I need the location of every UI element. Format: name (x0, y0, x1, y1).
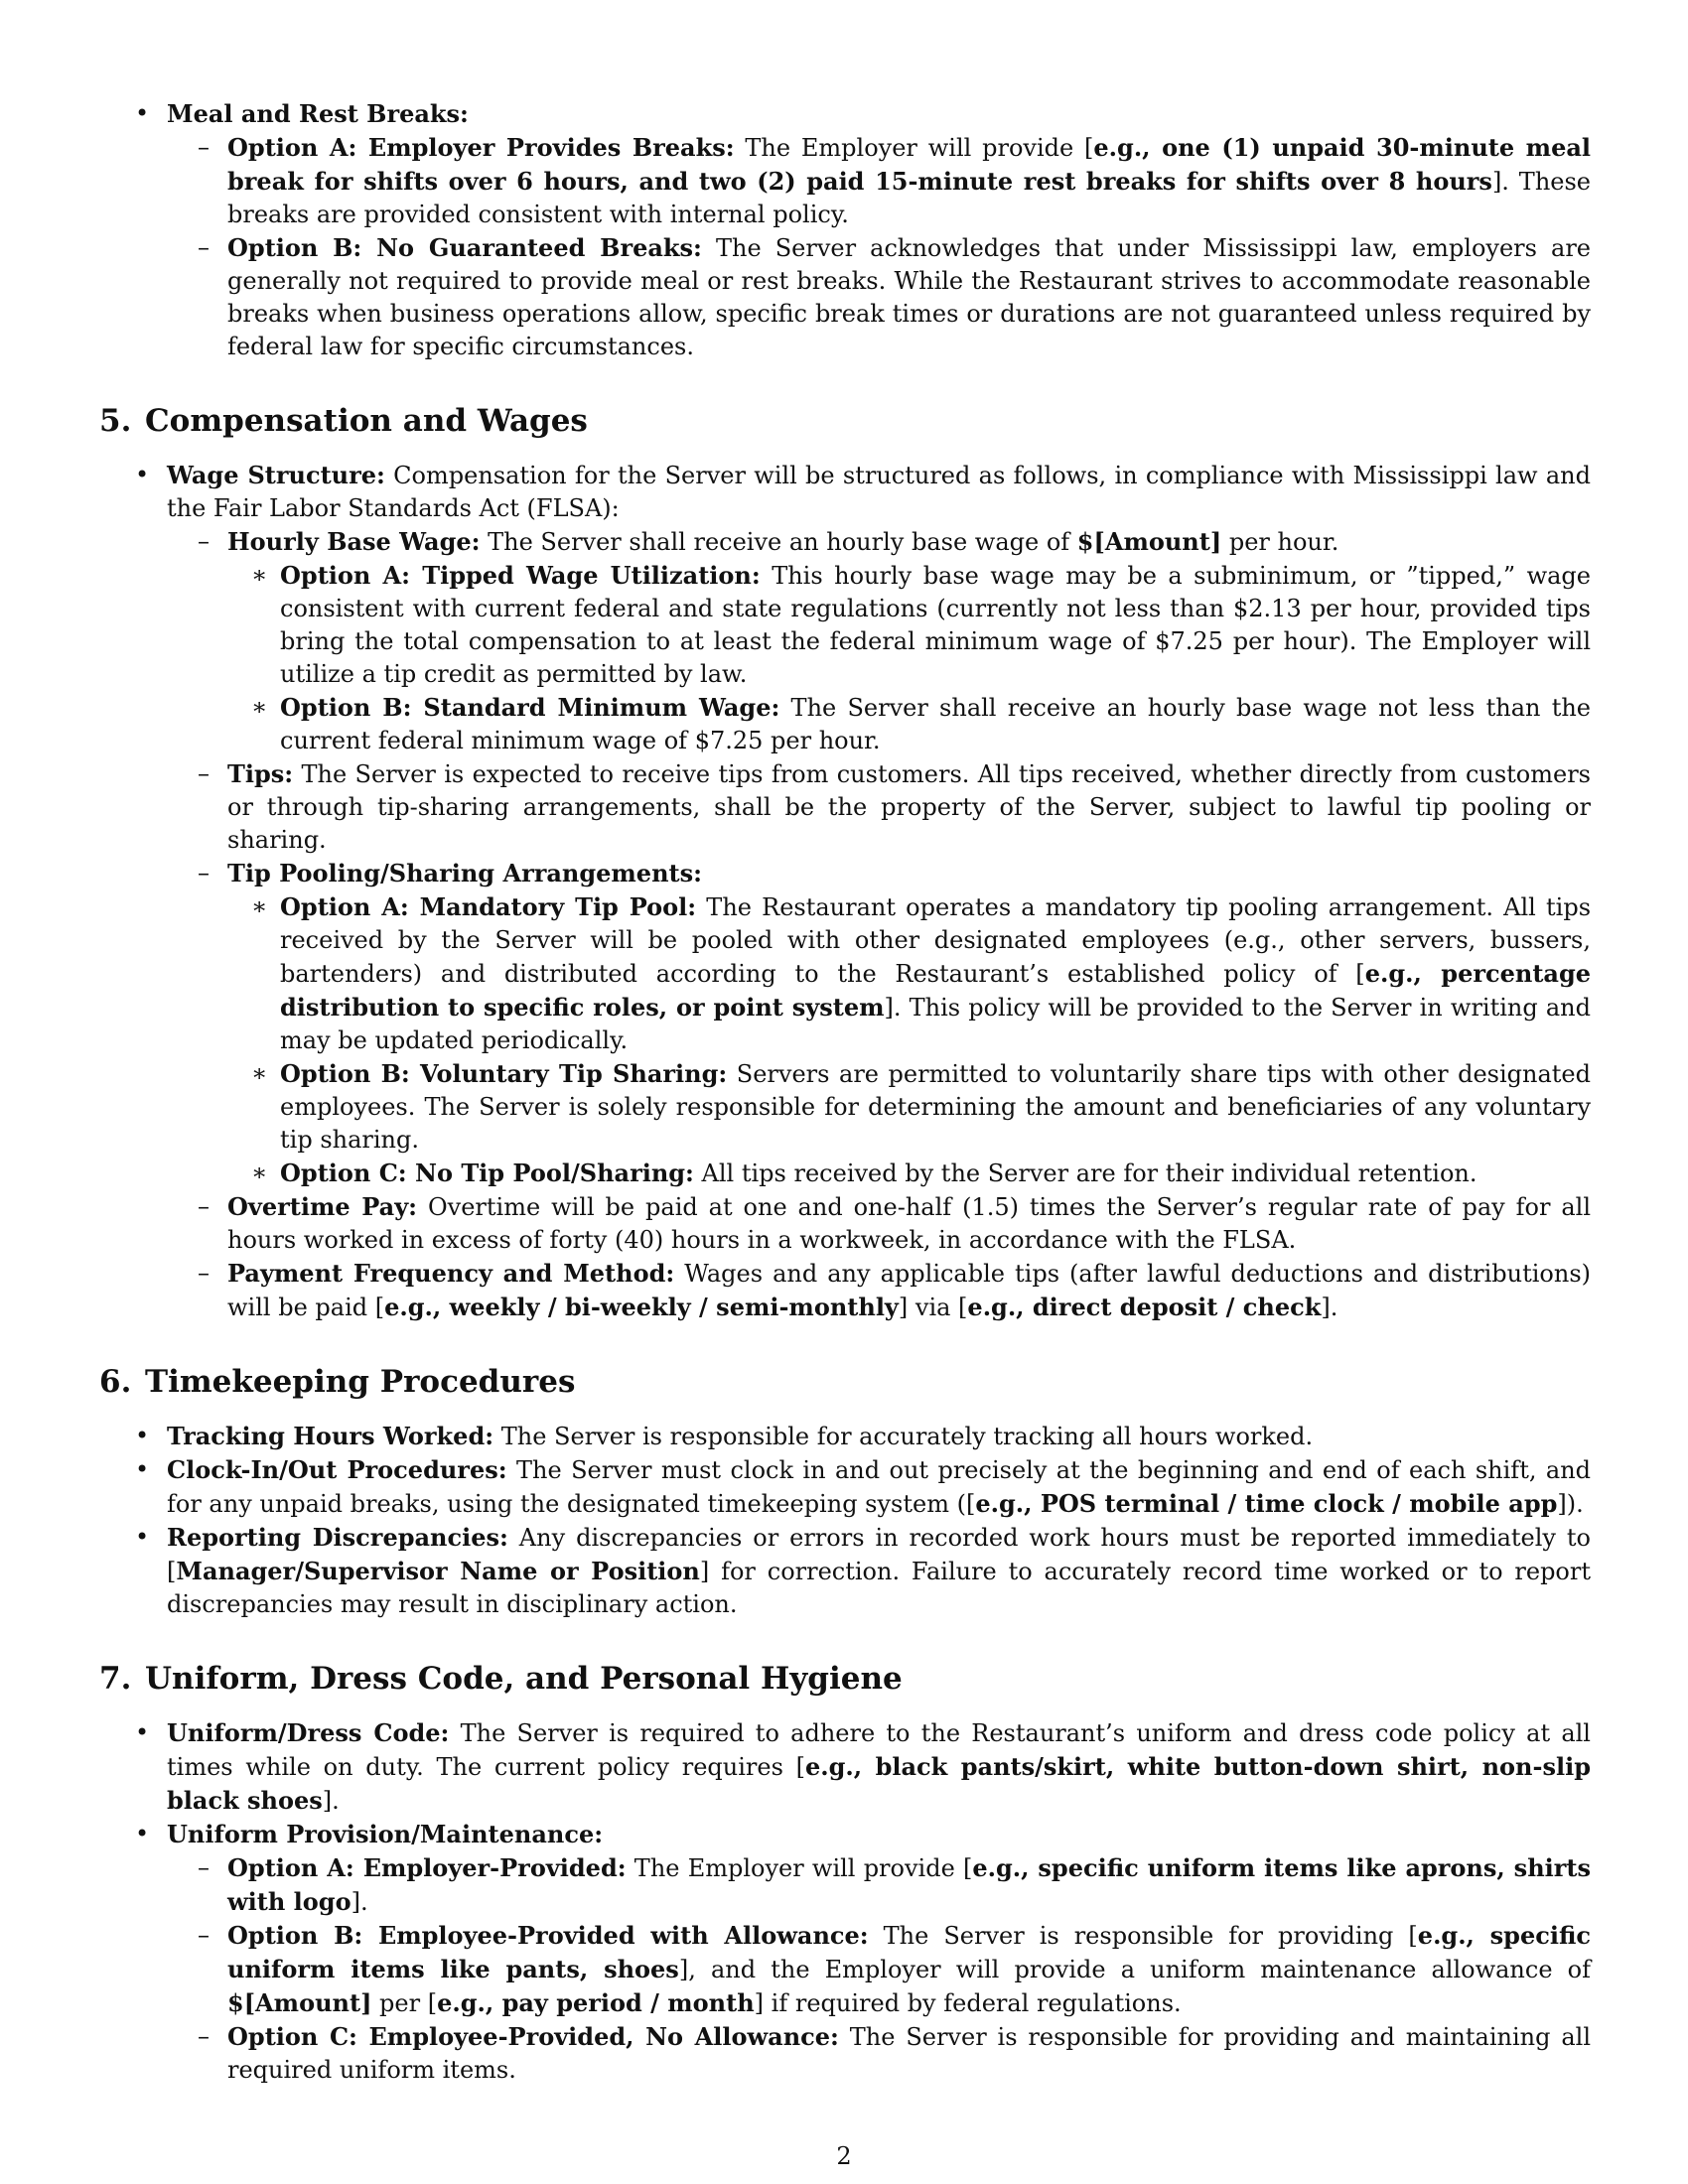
bullet: • (135, 99, 150, 127)
breaks-option-b: – Option B: No Guaranteed Breaks: The Server acknowledges that under Mississippi law, employers are generally not required to provide meal or rest breaks. While the Restaurant strives to accommodate reasonable breaks when business operations allow, specific break times or durations are not guaranteed unless required by federal law for specific circumstances. (198, 233, 1591, 360)
bullet: • (135, 1422, 150, 1449)
star: ∗ (251, 892, 268, 920)
hourly-wage-item: – Hourly Base Wage: The Server shall receive an hourly base wage of $[Amount] per hour. (198, 527, 1339, 556)
tracking-item: • Tracking Hours Worked: The Server is responsible for accurately tracking all hours worked. (135, 1422, 1314, 1450)
dash: – (198, 1192, 210, 1220)
bullet: • (135, 1718, 150, 1746)
dash: – (198, 133, 210, 161)
uniform-option-a: – Option A: Employer-Provided: The Employer will provide [e.g., specific uniform items like aprons, shirts with logo]. (198, 1853, 1592, 1916)
reporting-item: • Reporting Discrepancies: Any discrepancies or errors in recorded work hours must be reported immediately to [Manager/Supervisor Name or Position] for correction. Failure to accurately record time worked or to report discrepancies may result in disciplinary action. (135, 1523, 1591, 1618)
page-number: 2 (836, 2142, 852, 2170)
section-heading-6: 6. Timekeeping Procedures (99, 1364, 576, 1400)
tip-pooling-item: – Tip Pooling/Sharing Arrangements: (198, 859, 702, 887)
pool-option-a: ∗ Option A: Mandatory Tip Pool: The Restaurant operates a mandatory tip pooling arrangement. All tips received by the Server will be pooled with other designated employees (e.g., other servers, bussers, bartenders) and distributed according to the Restaurant’s established policy of [e.g., percentage distribution to specific roles, or point system]. This policy will be provided to the Server in writing and may be updated periodically. (251, 892, 1592, 1054)
dash: – (198, 2022, 210, 2050)
section-heading-7: 7. Uniform, Dress Code, and Personal Hygiene (99, 1661, 903, 1697)
star: ∗ (251, 1159, 268, 1186)
dash: – (198, 759, 210, 787)
star: ∗ (251, 693, 268, 721)
breaks-option-a: – Option A: Employer Provides Breaks: The Employer will provide [e.g., one (1) unpaid 30-minute meal break for shifts over 6 hours, and two (2) paid 15-minute rest breaks for shifts over 8 hours]. These breaks are provided consistent with internal policy. (198, 133, 1592, 228)
dash: – (198, 1259, 210, 1287)
tips-item: – Tips: The Server is expected to receive tips from customers. All tips received, whether directly from customers or through tip-sharing arrangements, shall be the property of the Server, subject to lawful tip pooling or sharing. (198, 759, 1591, 854)
wage-structure-item: • Wage Structure: Compensation for the Server will be structured as follows, in compliance with Mississippi law and the Fair Labor Standards Act (FLSA): (135, 461, 1591, 522)
dash: – (198, 527, 210, 555)
pool-option-b: ∗ Option B: Voluntary Tip Sharing: Servers are permitted to voluntarily share tips with other designated employees. The Server is solely responsible for determining the amount and beneficiaries of any voluntary tip sharing. (251, 1059, 1591, 1154)
section-heading-5: 5. Compensation and Wages (99, 403, 588, 439)
hourly-option-a: ∗ Option A: Tipped Wage Utilization: This hourly base wage may be a subminimum, or ”tipped,” wage consistent with current federal and state regulations (currently not less than $2.13 per hour, provided tips bring the total compensation to at least the federal minimum wage of $7.25 per hour). The Employer will utilize a tip credit as permitted by law. (251, 561, 1592, 688)
item-label: Meal and Rest Breaks: (167, 99, 469, 128)
bullet: • (135, 1455, 150, 1483)
dash: – (198, 1853, 210, 1881)
dash: – (198, 1921, 210, 1949)
bullet: • (135, 461, 150, 488)
dash: – (198, 233, 210, 261)
bullet: • (135, 1523, 150, 1551)
overtime-item: – Overtime Pay: Overtime will be paid at one and one-half (1.5) times the Server’s regular rate of pay for all hours worked in excess of forty (40) hours in a workweek, in accordance with the FLSA. (198, 1192, 1592, 1254)
uniform-provision-item: • Uniform Provision/Maintenance: (135, 1820, 604, 1848)
dash: – (198, 859, 210, 887)
hourly-option-b: ∗ Option B: Standard Minimum Wage: The Server shall receive an hourly base wage not less than the current federal minimum wage of $7.25 per hour. (251, 693, 1592, 754)
star: ∗ (251, 1059, 268, 1087)
pool-option-c: ∗ Option C: No Tip Pool/Sharing: All tips received by the Server are for their individual retention. (251, 1159, 1477, 1187)
bullet: • (135, 1820, 150, 1847)
uniform-option-b: – Option B: Employee-Provided with Allowance: The Server is responsible for providing [e.g., specific uniform items like pants, shoes], and the Employer will provide a uniform maintenance allowance of $[Amount] per [e.g., pay period / month] if required by federal regulations. (198, 1921, 1592, 2017)
star: ∗ (251, 561, 268, 589)
meal-breaks-item (99, 97, 1591, 131)
uniform-option-c: – Option C: Employee-Provided, No Allowance: The Server is responsible for providing and maintaining all required uniform items. (198, 2022, 1592, 2084)
clock-in-out-item: • Clock-In/Out Procedures: The Server must clock in and out precisely at the beginning and end of each shift, and for any unpaid breaks, using the designated timekeeping system ([e.g., POS terminal / time clock / mobile app]). (135, 1455, 1592, 1518)
dress-code-item: • Uniform/Dress Code: The Server is required to adhere to the Restaurant’s uniform and dress code policy at all times while on duty. The current policy requires [e.g., black pants/skirt, white button-down shirt, non-slip black shoes]. (135, 1718, 1591, 1815)
payment-item: – Payment Frequency and Method: Wages and any applicable tips (after lawful deductions and distributions) will be paid [e.g., weekly / bi-weekly / semi-monthly] via [e.g., direct deposit / check]. (198, 1259, 1591, 1321)
page-content (99, 97, 1591, 2087)
